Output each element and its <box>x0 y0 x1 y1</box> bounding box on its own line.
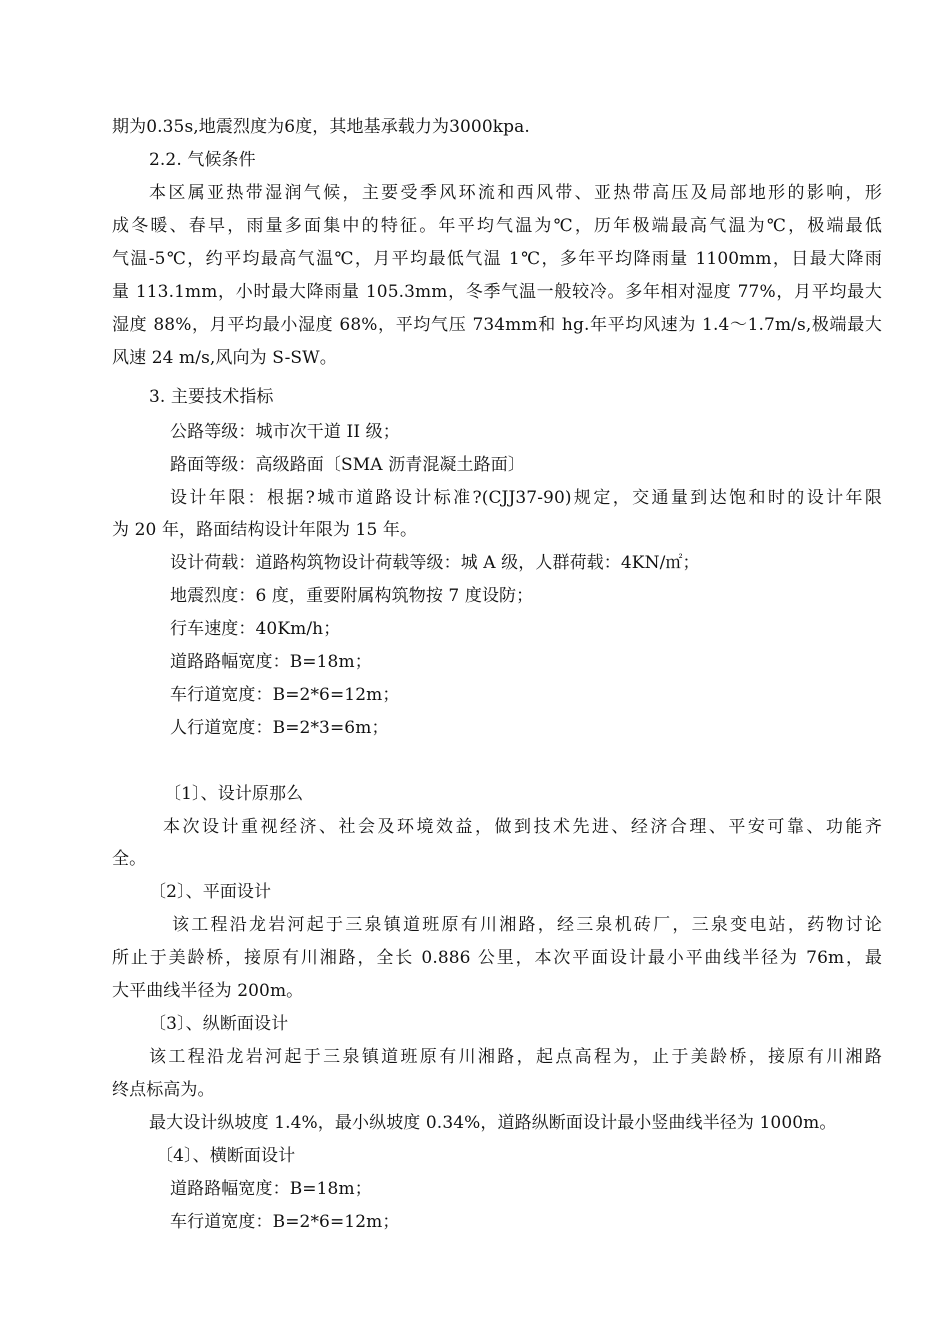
text-line: 道路路幅宽度：B=18m； <box>170 652 372 672</box>
text-line: 终点标高为。 <box>112 1080 215 1100</box>
text-line: 气温-5℃，约平均最高气温℃，月平均最低气温 1℃，多年平均降雨量 1100mm，日最大降雨 <box>112 249 882 269</box>
text-line: 成冬暖、春早，雨量多面集中的特征。年平均气温为℃，历年极端最高气温为℃，极端最低 <box>112 216 882 236</box>
section-heading-plan-design: 〔2〕、平面设计 <box>149 882 272 902</box>
text-line: 车行道宽度：B=2*6=12m； <box>170 1212 400 1232</box>
text-line: 车行道宽度：B=2*6=12m； <box>170 685 400 705</box>
text-line: 本区属亚热带湿润气候，主要受季风环流和西风带、亚热带高压及局部地形的影响，形 <box>149 183 882 203</box>
text-line: 公路等级：城市次干道 II 级； <box>170 422 400 442</box>
section-heading-cross-section-design: 〔4〕、横断面设计 <box>156 1146 296 1166</box>
text-line: 全。 <box>112 849 147 869</box>
section-heading-profile-design: 〔3〕、纵断面设计 <box>149 1014 289 1034</box>
section-heading-design-principle: 〔1〕、设计原那么 <box>164 784 304 804</box>
text-line: 该工程沿龙岩河起于三泉镇道班原有川湘路，经三泉机砖厂，三泉变电站，药物讨论 <box>172 915 882 935</box>
text-line: 设计荷载：道路构筑物设计荷载等级：城 A 级，人群荷载：4KN/㎡； <box>170 553 700 573</box>
text-line: 大平曲线半径为 200m。 <box>112 981 304 1001</box>
text-line: 湿度 88%，月平均最小湿度 68%，平均气压 734mm和 hg.年平均风速为 1.4～1.7m/s,极端最大 <box>112 315 882 335</box>
text-line: 最大设计纵坡度 1.4%，最小纵坡度 0.34%，道路纵断面设计最小竖曲线半径为 1000m。 <box>149 1113 837 1133</box>
text-line: 期为0.35s,地震烈度为6度，其地基承载力为3000kpa. <box>112 117 530 137</box>
text-line: 地震烈度：6 度，重要附属构筑物按 7 度设防； <box>170 586 534 606</box>
text-line: 所止于美龄桥，接原有川湘路，全长 0.886 公里，本次平面设计最小平曲线半径为 76m，最 <box>112 948 882 968</box>
text-line: 为 20 年，路面结构设计年限为 15 年。 <box>112 520 418 540</box>
text-line: 行车速度：40Km/h； <box>170 619 341 639</box>
text-line: 道路路幅宽度：B=18m； <box>170 1179 372 1199</box>
text-line: 设计年限：根据?城市道路设计标准?(CJJ37-90)规定，交通量到达饱和时的设计年限 <box>170 488 882 508</box>
text-line: 该工程沿龙岩河起于三泉镇道班原有川湘路，起点高程为，止于美龄桥，接原有川湘路 <box>149 1047 882 1067</box>
text-line: 本次设计重视经济、社会及环境效益，做到技术先进、经济合理、平安可靠、功能齐 <box>163 817 882 837</box>
text-line: 风速 24 m/s,风向为 S-SW。 <box>112 348 337 368</box>
section-heading-technical-indicators: 3. 主要技术指标 <box>149 387 274 407</box>
text-line: 路面等级：高级路面〔SMA 沥青混凝土路面〕 <box>170 455 525 475</box>
text-line: 量 113.1mm，小时最大降雨量 105.3mm，冬季气温一般较冷。多年相对湿度 77%，月平均最大 <box>112 282 882 302</box>
text-line: 人行道宽度：B=2*3=6m； <box>170 718 389 738</box>
section-heading-climate: 2.2. 气候条件 <box>149 150 256 170</box>
